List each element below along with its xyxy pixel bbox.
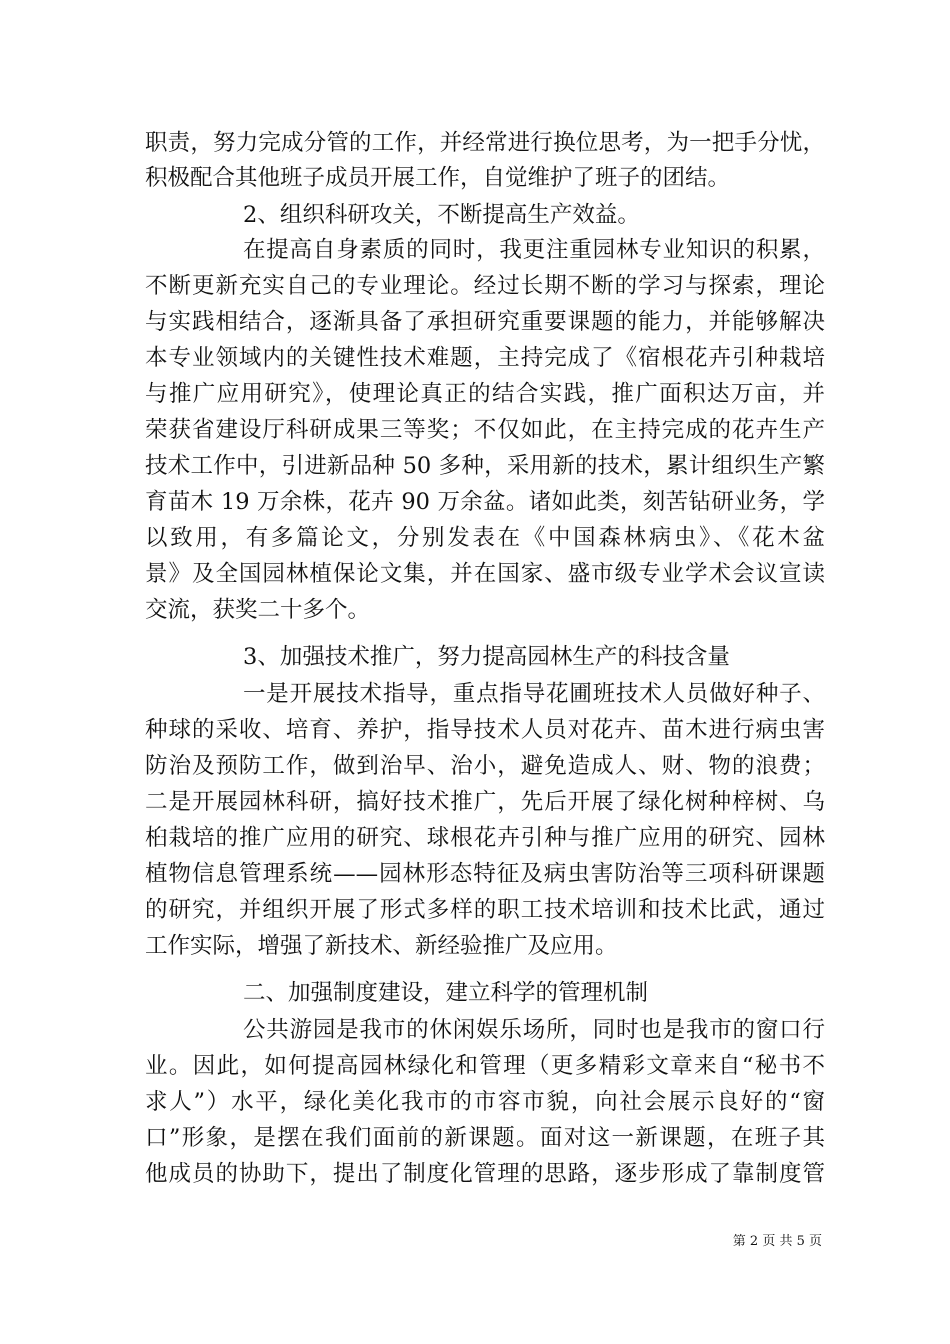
text-line: 他成员的协助下，提出了制度化管理的思路，逐步形成了靠制度管 [145,1161,825,1187]
text-line: 防治及预防工作，做到治早、治小，避免造成人、财、物的浪费； [145,753,825,779]
text-line: 植物信息管理系统——园林形态特征及病虫害防治等三项科研课题 [145,861,825,887]
text-line: 的研究，并组织开展了形式多样的职工技术培训和技术比武，通过 [145,897,825,923]
text-line: 育苗木 19 万余株，花卉 90 万余盆。诸如此类，刻苦钻研业务，学 [145,489,825,515]
text-line: 桕栽培的推广应用的研究、球根花卉引种与推广应用的研究、园林 [145,825,825,851]
text-line: 以致用，有多篇论文，分别发表在《中国森林病虫》、《花木盆 [145,525,825,551]
text-line: 在提高自身素质的同时，我更注重园林专业知识的积累， [243,237,825,263]
text-line: 种球的采收、培育、养护，指导技术人员对花卉、苗木进行病虫害 [145,717,825,743]
section-heading: 2、组织科研攻关，不断提高生产效益。 [243,202,640,228]
text-line: 工作实际，增强了新技术、新经验推广及应用。 [145,933,618,959]
text-line: 景》及全国园林植保论文集，并在国家、盛市级专业学术会议宣读 [145,561,825,587]
text-line: 与实践相结合，逐渐具备了承担研究重要课题的能力，并能够解决 [145,309,825,335]
text-line: 不断更新充实自己的专业理论。经过长期不断的学习与探索，理论 [145,273,825,299]
text-line: 公共游园是我市的休闲娱乐场所，同时也是我市的窗口行 [243,1017,825,1043]
text-line: 与推广应用研究》，使理论真正的结合实践，推广面积达万亩，并 [145,381,825,407]
text-line: 二是开展园林科研，搞好技术推广，先后开展了绿化树种梓树、乌 [145,789,825,815]
text-line: 荣获省建设厅科研成果三等奖；不仅如此，在主持完成的花卉生产 [145,417,825,443]
text-line: 本专业领域内的关键性技术难题，主持完成了《宿根花卉引种栽培 [145,345,825,371]
text-line: 职责，努力完成分管的工作，并经常进行换位思考，为一把手分忧， [145,130,825,156]
page-number: 第 2 页 共 5 页 [732,1234,822,1249]
text-line: 口”形象，是摆在我们面前的新课题。面对这一新课题，在班子其 [145,1125,825,1151]
text-line: 求人”）水平，绿化美化我市的市容市貌，向社会展示良好的“窗 [145,1089,825,1115]
section-heading: 二、加强制度建设，建立科学的管理机制 [243,980,649,1006]
text-line: 技术工作中，引进新品种 50 多种，采用新的技术，累计组织生产繁 [145,453,825,479]
section-heading: 3、加强技术推广，努力提高园林生产的科技含量 [243,644,730,670]
text-line: 交流，获奖二十多个。 [145,597,371,623]
text-line: 积极配合其他班子成员开展工作，自觉维护了班子的团结。 [145,165,731,191]
text-line: 业。因此，如何提高园林绿化和管理（更多精彩文章来自“秘书不 [145,1053,825,1079]
text-line: 一是开展技术指导，重点指导花圃班技术人员做好种子、 [243,681,825,707]
